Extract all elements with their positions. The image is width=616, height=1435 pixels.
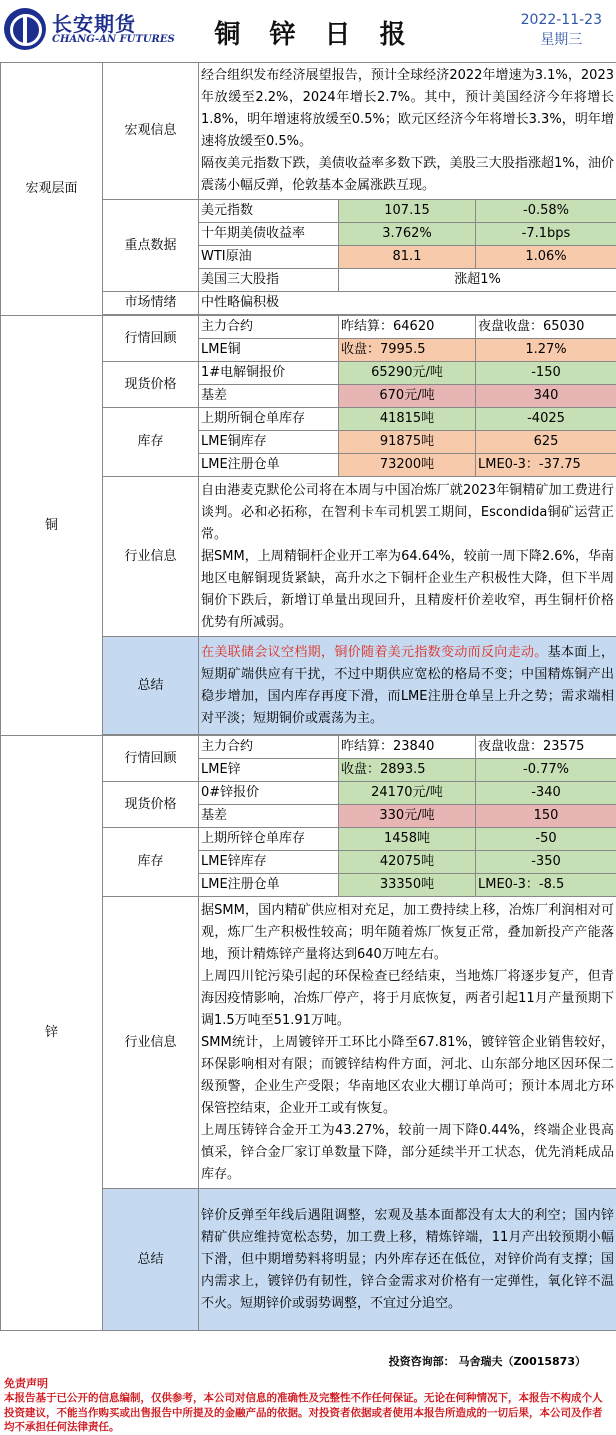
zn-spot-change: -340 (476, 782, 616, 805)
analyst-credit: 投资咨询部： 马舍瑞夫（Z0015873） (388, 1355, 586, 1368)
cu-stock-value-shfe: 41815吨 (339, 408, 476, 431)
cu-summary-rest: 基本面上，短期矿端供应有干扰，不过中期供应宽松的格局不变；中国精炼铜产出稳步增加，国内库存再度下滑，而LME注册仓单呈上升之势；需求端相对平淡；短期铜价或震荡为主。 (201, 644, 614, 726)
key-value-us-stocks: 涨超1% (339, 269, 616, 292)
report-title: 铜 锌 日 报 (214, 20, 416, 50)
key-change-usd-index: -0.58% (476, 200, 616, 223)
zn-main-contract: 主力合约 (199, 736, 339, 759)
cu-stock-value-lme: 91875吨 (339, 431, 476, 454)
zn-review-label: 行情回顾 (103, 736, 199, 782)
zn-night-close: 夜盘收盘：23575 (476, 736, 616, 759)
zn-stock-change-warrant: LME0-3：-8.5 (476, 874, 616, 897)
zn-spot-name: 0#锌报价 (199, 782, 339, 805)
cu-basis-value: 670元/吨 (339, 385, 476, 408)
logo-emblem-icon (4, 8, 46, 50)
cu-spot-value: 65290元/吨 (339, 362, 476, 385)
macro-news-text (199, 63, 616, 200)
disclaimer-title: 免责声明 (4, 1377, 48, 1390)
macro-key-data-label: 重点数据 (103, 200, 199, 292)
report-weekday: 星期三 (540, 32, 583, 48)
report-date: 2022-11-23 (520, 12, 602, 28)
zn-stock-value-warrant: 33350吨 (339, 874, 476, 897)
zn-basis-value: 330元/吨 (339, 805, 476, 828)
zn-stock-change-shfe: -50 (476, 828, 616, 851)
logo-chinese-name: 长安期货 (52, 12, 136, 36)
cu-lme-close: 收盘：7995.5 (339, 339, 476, 362)
key-name-wti: WTI原油 (199, 246, 339, 269)
key-value-wti: 81.1 (339, 246, 476, 269)
zn-summary-label: 总结 (103, 1189, 199, 1331)
cu-stock-name-lme: LME铜库存 (199, 431, 339, 454)
cu-basis-change: 340 (476, 385, 616, 408)
cu-settle: 昨结算：64620 (339, 316, 476, 339)
key-value-usd-index: 107.15 (339, 200, 476, 223)
zn-lme-close: 收盘：2893.5 (339, 759, 476, 782)
macro-news-label: 宏观信息 (103, 63, 199, 200)
company-logo (4, 6, 175, 54)
zn-stock-change-lme: -350 (476, 851, 616, 874)
cu-night-close: 夜盘收盘：65030 (476, 316, 616, 339)
cu-spot-change: -150 (476, 362, 616, 385)
cu-lme-change: 1.27% (476, 339, 616, 362)
macro-sentiment-label: 市场情绪 (103, 292, 199, 315)
macro-sentiment-value: 中性略偏积极 (199, 292, 616, 315)
key-name-ust10y: 十年期美债收益率 (199, 223, 339, 246)
key-name-us-stocks: 美国三大股指 (199, 269, 339, 292)
cu-stock-change-shfe: -4025 (476, 408, 616, 431)
key-change-ust10y: -7.1bps (476, 223, 616, 246)
cu-summary-text (199, 637, 616, 735)
zn-industry-p2: 上周四川铊污染引起的环保检查已经结束，当地炼厂将逐步复产，但青海因疫情影响，冶炼厂停产，将于月底恢复，两者引起11月产量预期下调1.5万吨至51.91万吨。 (201, 968, 614, 1028)
macro-news-p2: 隔夜美元指数下跌，美债收益率多数下跌，美股三大股指涨超1%，油价震荡小幅反弹，伦敦基本金属涨跌互现。 (201, 156, 614, 193)
key-value-ust10y: 3.762% (339, 223, 476, 246)
cu-stock-name-warrant: LME注册仓单 (199, 454, 339, 477)
section-zinc: 锌 (1, 736, 103, 1331)
cu-industry-p1: 自由港麦克默伦公司将在本周与中国冶炼厂就2023年铜精矿加工费进行谈判。必和必拓称，在智利卡车司机罢工期间，Escondida铜矿运营正常。 (201, 482, 614, 542)
zn-industry-p1: 据SMM，国内精矿供应相对充足，加工费持续上移，冶炼厂利润相对可观，炼厂生产积极性较高；明年随着炼厂恢复正常，叠加新投产产能落地，预计精炼锌产量将达到640万吨左右。 (201, 902, 614, 962)
cu-stock-label: 库存 (103, 408, 199, 477)
cu-stock-change-lme: 625 (476, 431, 616, 454)
zn-stock-name-lme: LME锌库存 (199, 851, 339, 874)
zn-industry-p4: 上周压铸锌合金开工为43.27%，较前一周下降0.44%，终端企业畏高慎采，锌合金厂家订单数量下降，部分延续半开工状态，优先消耗成品库存。 (201, 1122, 614, 1182)
zn-lme-name: LME锌 (199, 759, 339, 782)
cu-summary-highlight: 在美联储会议空档期，铜价随着美元指数变动而反向走动。 (201, 644, 548, 660)
zn-spot-value: 24170元/吨 (339, 782, 476, 805)
zn-stock-name-warrant: LME注册仓单 (199, 874, 339, 897)
zn-stock-name-shfe: 上期所锌仓单库存 (199, 828, 339, 851)
cu-lme-name: LME铜 (199, 339, 339, 362)
cu-industry-label: 行业信息 (103, 477, 199, 637)
zn-stock-value-lme: 42075吨 (339, 851, 476, 874)
cu-industry-text (199, 477, 616, 637)
cu-summary-label: 总结 (103, 637, 199, 735)
report-date-block (521, 10, 602, 50)
cu-basis-name: 基差 (199, 385, 339, 408)
cu-main-contract: 主力合约 (199, 316, 339, 339)
cu-stock-change-warrant: LME0-3：-37.75 (476, 454, 616, 477)
zn-stock-label: 库存 (103, 828, 199, 897)
zn-spot-label: 现货价格 (103, 782, 199, 828)
logo-english-name: CHANG-AN FUTURES (52, 34, 175, 45)
zn-industry-label: 行业信息 (103, 897, 199, 1189)
key-change-wti: 1.06% (476, 246, 616, 269)
zn-lme-change: -0.77% (476, 759, 616, 782)
disclaimer-text: 本报告基于已公开的信息编制，仅供参考，本公司对信息的准确性及完整性不作任何保证。无论在何种情况下，本报告不构成个人投资建议，不能当作购买或出售报告中所提及的金融产品的依据。对投资者依据或者使用本报告所造成的一切后果，本公司及作者均不承担任何法律责任。 (4, 1392, 603, 1433)
zn-stock-value-shfe: 1458吨 (339, 828, 476, 851)
zn-basis-change: 150 (476, 805, 616, 828)
zn-basis-name: 基差 (199, 805, 339, 828)
section-macro: 宏观层面 (1, 63, 103, 316)
key-name-usd-index: 美元指数 (199, 200, 339, 223)
cu-stock-value-warrant: 73200吨 (339, 454, 476, 477)
zn-settle: 昨结算：23840 (339, 736, 476, 759)
report-header (0, 0, 616, 63)
cu-industry-p2: 据SMM，上周精铜杆企业开工率为64.64%，较前一周下降2.6%，华南地区电解铜现货紧缺，高升水之下铜杆企业生产积极性大降，但下半周铜价下跌后，新增订单量出现回升，且精废杆价差收窄，再生铜杆价格优势有所减弱。 (201, 548, 614, 630)
cu-review-label: 行情回顾 (103, 316, 199, 362)
report-table (0, 62, 616, 1331)
zn-industry-text (199, 897, 616, 1189)
cu-spot-label: 现货价格 (103, 362, 199, 408)
section-copper: 铜 (1, 316, 103, 736)
cu-stock-name-shfe: 上期所铜仓单库存 (199, 408, 339, 431)
zn-summary-text: 锌价反弹至年线后遇阻调整，宏观及基本面都没有太大的利空；国内锌精矿供应维持宽松态势，加工费上移，精炼锌端，11月产出较预期小幅下滑，但中期增势料将明显；内外库存还在低位，对锌价尚有支撑；国内需求上，镀锌仍有韧性，锌合金需求对价格有一定弹性，氧化锌不温不火。短期锌价或弱势调整，不宜过分追空。 (199, 1189, 616, 1331)
macro-news-p1: 经合组织发布经济展望报告，预计全球经济2022年增速为3.1%，2023年放缓至2.2%，2024年增长2.7%。其中，预计美国经济今年将增长1.8%，明年增速将放缓至0.5%；欧元区经济今年将增长3.3%，明年增速将放缓至0.5%。 (201, 68, 614, 149)
cu-spot-name: 1#电解铜报价 (199, 362, 339, 385)
zn-industry-p3: SMM统计，上周镀锌开工环比小降至67.81%，镀锌管企业销售较好，环保影响相对有限；而镀锌结构件方面，河北、山东部分地区因环保二级预警，企业生产受限；华南地区农业大棚订单尚可；预计本周北方环保管控结束，企业开工或有恢复。 (201, 1034, 614, 1116)
